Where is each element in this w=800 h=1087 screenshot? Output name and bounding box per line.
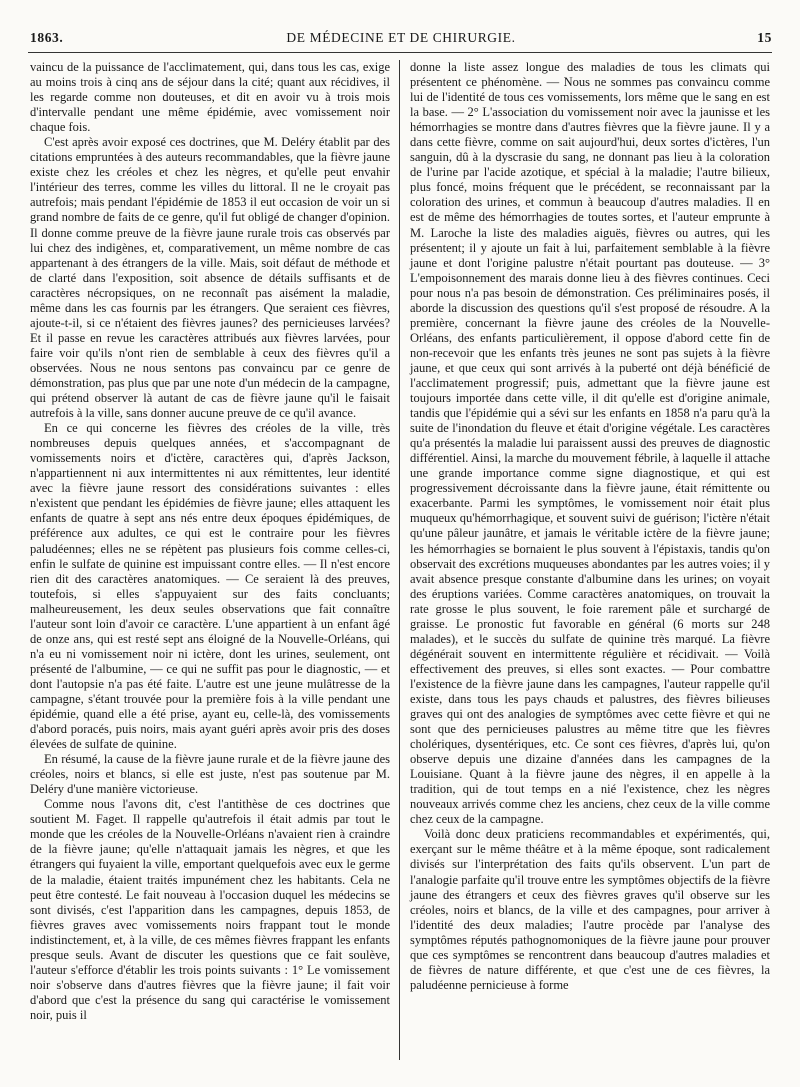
paragraph: En ce qui concerne les fièvres des créoles de la ville, très nombreuses depuis quelques années, et s'accompagnant de vomissements noirs et d'ictère, caractères qui, d'après Jackson, n'appartiennent ni aux intermittentes ni aux rémittentes, leur identité avec la fièvre jaune ressort des considérations suivantes : elles n'existent que pendant les épidémies de fièvre jaune; elles attaquent les enfants de quatre à sept ans nés entre deux époques épidémiques, de préférence aux adultes, ce qui est le contraire pour les fièvres paludéennes; elles ne se répètent pas plusieurs fois comme celles-ci, enfin le sulfate de quinine est impuissant contre elles. — Il n'est encore rien dit des caractères anatomiques. — Ce seraient là des preuves, toutefois, si elles s'appuyaient sur des faits concluants; malheureusement, les deux seules observations que fait connaître l'auteur sont loin d'avoir ce caractère. L'une appartient à un enfant âgé de onze ans, qui est resté sept ans éloigné de la Nouvelle-Orléans, qui n'a eu ni vomissement noir ni ictère, dont les urines, seulement, ont présenté de l'albumine, — ce qui ne suffit pas pour le diagnostic, — et dont l'autopsie n'a pas été faite. L'autre est une jeune mulâtresse de la campagne, s'étant trouvée pour la première fois à la ville pendant une épidémie, quand elle a été prise, ayant eu, celle-là, des vomissements d'abord poracés, puis noirs, mais ayant guéri après avoir pris des doses élevées de sulfate de quinine. (30, 421, 390, 752)
header-rule (28, 52, 772, 53)
left-column (30, 60, 390, 1023)
paragraph: vaincu de la puissance de l'acclimatement, qui, dans tous les cas, exige au moins trois à cinq ans de séjour dans la cité; quant aux récidives, il les regarde comme non douteuses, et dit en avoir vu à trois mois d'intervalle pendant une même épidémie, avec vomissement noir chaque fois. (30, 60, 390, 135)
paragraph: donne la liste assez longue des maladies de tous les climats qui présentent ce phénomène. — Nous ne sommes pas convaincu comme lui de l'identité de tous ces vomissements, lors même que le sang en est la base. — 2° L'association du vomissement noir avec la jaunisse et les hémorrhagies se montre dans d'autres fièvres que la fièvre jaune. Il y a dans cette fièvre, comme on sait aujourd'hui, deux sortes d'ictères, l'un sanguin, dû à la dyscrasie du sang, ne donnant pas lieu à la coloration de l'urine par l'acide azotique, et spécial à la maladie; l'autre bilieux, plus foncé, moins fréquent que le précédent, se reconnaissant par la coloration des urines, et commun à beaucoup d'autres maladies. Il en est de même des hémorrhagies de toutes sortes, et l'auteur emprunte à M. Laroche la liste des maladies aiguës, fièvres ou autres, qui les présentent; il y ajoute un fait à lui, parfaitement semblable à la fièvre jaune et dont l'origine palustre n'était pourtant pas douteuse. — 3° L'empoisonnement des marais donne lieu à des fièvres continues. Ceci pour nous n'a pas besoin de démonstration. Ces préliminaires posés, il aborde la discussion des questions qu'il s'est proposé de résoudre. A la première, concernant la fièvre jaune des créoles de la Nouvelle-Orléans, des enfants particulièrement, il oppose d'abord cette fin de non-recevoir que les enfants très jeunes ne sont pas sujets à la fièvre jaune, et que ceux qui sont arrivés à la puberté ont déjà bénéficié de l'acclimatement progressif; puis, admettant que la fièvre jaune est toujours importée dans cette ville, il dit qu'elle est d'origine animale, tandis que l'épidémie qui a sévi sur les enfants en 1858 n'a paru qu'à la suite de l'inondation du fleuve et était d'origine végétale. Les caractères qu'a présentés la maladie lui paraissent aussi des preuves de diagnostic différentiel. Ainsi, la marche du mouvement fébrile, à laquelle il attache une grande importance comme signe diagnostique, et qui est progressivement décroissante dans la fièvre jaune, était rémittente ou exacerbante. Parmi les symptômes, le vomissement noir était plus muqueux qu'hémorrhagique, et souvent suivi de guérison; l'ictère n'était qu'une pâleur jaunâtre, et jamais le véritable ictère de la fièvre jaune; les hémorrhagies se bornaient le plus souvent à l'épistaxis, tandis qu'on observait des excrétions muqueuses abondantes par les autres voies; il y avait absence presque constante d'albumine dans les urines; on voyait des éruptions variées. Comme caractères anatomiques, on trouvait la rate grosse le plus souvent, le foie rarement pâle et surchargé de graisse. Le pronostic fut favorable en général (6 morts sur 248 malades), et le succès du sulfate de quinine très marqué. La fièvre dégénérait souvent en intermittente régulière et récidivait. — Voilà effectivement des preuves, si elles sont exactes. — Pour combattre l'existence de la fièvre jaune dans les campagnes, l'auteur rappelle qu'il existe, dans tous les pays chauds et palustres, des fièvres bilieuses graves qui ont des analogies de symptômes avec cette fièvre et qui ne sont que des pernicieuses palustres au même titre que les fièvres cholériques, dysentériques, etc. Ce sont ces fièvres, d'après lui, qu'on observe depuis une dizaine d'années dans les campagnes de la Louisiane. Quant à la fièvre jaune des nègres, il en appelle à la tradition, qui de tout temps en a nié l'existence, chez les nègres nouveaux arrivés comme chez les anciens, chez ceux de la ville comme chez ceux de la campagne. (410, 60, 770, 827)
running-header (30, 30, 772, 52)
paragraph: Voilà donc deux praticiens recommandables et expérimentés, qui, exerçant sur le même théâtre et à la même époque, sont radicalement divisés sur l'interprétation des faits qu'ils observent. L'un part de l'analogie parfaite qu'il trouve entre les symptômes objectifs de la fièvre jaune des étrangers et ceux des fièvres graves qu'il observe sur les créoles, noirs et blancs, de la ville et des campagnes, pour arriver à l'identité des deux maladies; l'autre procède par l'analyse des symptômes réputés pathognomoniques de la fièvre jaune pour prouver que ces symptômes se rencontrent dans beaucoup d'autres maladies et de fièvres de nature différente, et que c'est une de ces fièvres, la paludéenne pernicieuse à forme (410, 827, 770, 992)
header-journal-title: DE MÉDECINE ET DE CHIRURGIE. (286, 30, 516, 45)
page-number: 15 (757, 30, 772, 45)
paragraph: C'est après avoir exposé ces doctrines, que M. Deléry établit par des citations empruntées à des auteurs recommandables, que la fièvre jaune existe chez les créoles et chez les nègres, et qu'elle peut envahir l'intérieur des terres, comme les villes du littoral. Il ne le croyait pas autrefois; mais pendant l'épidémie de 1853 il eut occasion de voir un si grand nombre de faits de ce genre, qu'il fut obligé de changer d'opinion. Il donne comme preuve de la fièvre jaune rurale trois cas observés par lui chez des indigènes, et, comparativement, un même nombre de cas appartenant à des étrangers de la ville. Mais, soit défaut de méthode et de clarté dans l'exposition, soit absence de détails suffisants et de caractères nécropsiques, on ne reconnaît pas aisément la maladie, même dans les cas fournis par les étrangers. Que seraient ces fièvres, ajoute-t-il, si ce n'étaient des fièvres jaunes? des pernicieuses larvées? Et il passe en revue les caractères attribués aux fièvres larvées, pour faire voir qu'ils n'ont rien de semblable à ceux des fièvres qu'il a observées. Nous ne nous sentons pas convaincu par ce genre de démonstration, pas plus que par une note d'un médecin de la campagne, qui prétend observer là autant de cas de fièvre jaune qu'il le faisait autrefois à la ville, sans donner aucune preuve de ce qu'il avance. (30, 135, 390, 421)
header-year: 1863. (30, 30, 64, 45)
paragraph: En résumé, la cause de la fièvre jaune rurale et de la fièvre jaune des créoles, noirs et blancs, si elle est juste, n'est pas soutenue par M. Deléry d'une manière victorieuse. (30, 752, 390, 797)
right-column (410, 60, 770, 993)
column-divider (399, 60, 400, 1060)
paragraph: Comme nous l'avons dit, c'est l'antithèse de ces doctrines que soutient M. Faget. Il rappelle qu'autrefois il était admis par tout le monde que les créoles de la Nouvelle-Orléans n'avaient rien à craindre de la fièvre jaune; qu'elle n'attaquait jamais les nègres, et que les étrangers qui fuyaient la ville, emportant quelquefois avec eux le germe de la maladie, étaient traités impunément chez les habitants. Cela ne peut être contesté. Le fait nouveau à l'occasion duquel les médecins se sont divisés, c'est l'apparition dans les campagnes, depuis 1853, de fièvres graves avec vomissements noirs frappant tout le monde indistinctement, et, à la ville, de ces mêmes fièvres frappant les enfants presque seuls. Avant de discuter les questions que ce fait soulève, l'auteur s'efforce d'établir les trois points suivants : 1° Le vomissement noir s'observe dans d'autres fièvres que la fièvre jaune; il fait voir d'abord que c'est la présence du sang qui caractérise le vomissement noir, puis il (30, 797, 390, 1022)
